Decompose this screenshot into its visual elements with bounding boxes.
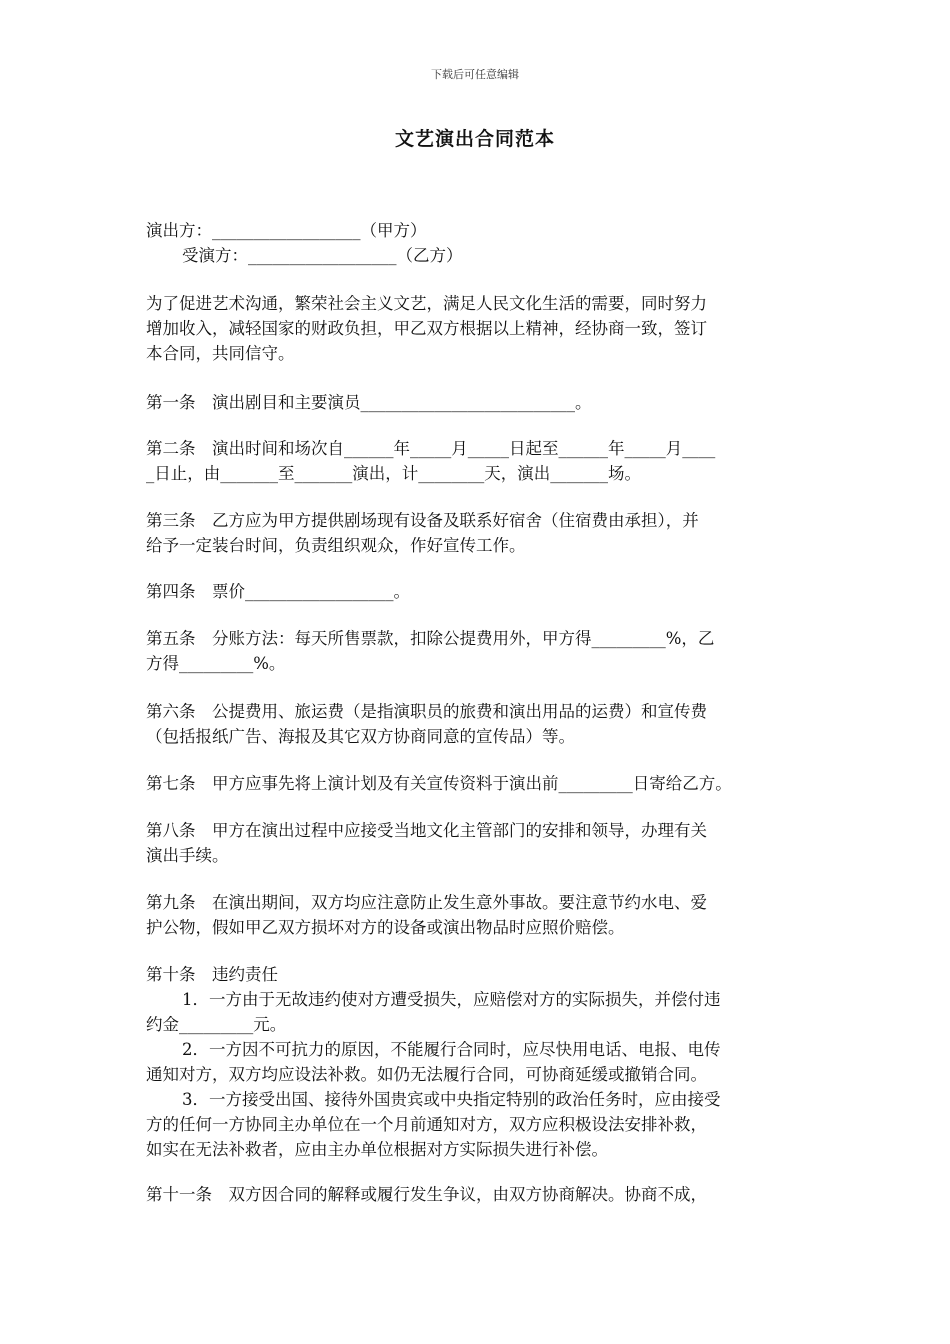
clause-line: 约金_________元。: [146, 1015, 287, 1034]
clause-line: 如实在无法补救者，应由主办单位根据对方实际损失进行补偿。: [146, 1140, 608, 1159]
text-line: 第九条 在演出期间，双方均应注意防止发生意外事故。要注意节约水电、爱: [146, 893, 707, 912]
article-8: [146, 818, 822, 868]
text-line: （包括报纸广告、海报及其它双方协商同意的宣传品）等。: [146, 727, 575, 746]
article-9: [146, 890, 822, 940]
text-line: 第八条 甲方在演出过程中应接受当地文化主管部门的安排和领导，办理有关: [146, 821, 707, 840]
preamble-paragraph: [146, 291, 822, 366]
page-title: 文艺演出合同范本: [394, 128, 555, 150]
text-line: 护公物，假如甲乙双方损坏对方的设备或演出物品时应照价赔偿。: [146, 918, 625, 937]
party-block: [146, 218, 822, 268]
article-4: [146, 579, 822, 604]
text-line: 第五条 分账方法：每天所售票款，扣除公提费用外，甲方得_________%，乙: [146, 629, 715, 648]
clause-line: 3．一方接受出国、接待外国贵宾或中央指定特别的政治任务时，应由接受: [182, 1090, 721, 1109]
text-line: 给予一定装台时间，负责组织观众，作好宣传工作。: [146, 536, 526, 555]
party-a-line: 演出方：__________________（甲方）: [146, 221, 427, 240]
article-11: [146, 1182, 822, 1207]
text-line: 第四条 票价__________________。: [146, 582, 410, 601]
text-line: 第三条 乙方应为甲方提供剧场现有设备及联系好宿舍（住宿费由承担），并: [146, 511, 699, 530]
text-line: 第六条 公提费用、旅运费（是指演职员的旅费和演出用品的运费）和宣传费: [146, 702, 707, 721]
text-line: _日止，由_______至_______演出，计________天，演出_______场。: [146, 464, 641, 483]
clause-line: 1．一方由于无故违约使对方遭受损失，应赔偿对方的实际损失，并偿付违: [182, 990, 721, 1009]
article-5: [146, 626, 822, 676]
clause-line: 2．一方因不可抗力的原因，不能履行合同时，应尽快用电话、电报、电传: [182, 1040, 721, 1059]
header-note: 下载后可任意编辑: [431, 68, 519, 81]
article-3: [146, 508, 822, 558]
text-line: 本合同，共同信守。: [146, 344, 295, 363]
text-line: 第十一条 双方因合同的解释或履行发生争议，由双方协商解决。协商不成，: [146, 1185, 707, 1204]
clause-line: 方的任何一方协同主办单位在一个月前通知对方，双方应积极设法安排补救，: [146, 1115, 707, 1134]
party-b-line: 受演方：__________________（乙方）: [182, 246, 463, 265]
article-10: [146, 962, 822, 1162]
text-line: 第二条 演出时间和场次自______年_____月_____日起至______年_____月____: [146, 439, 716, 458]
clause-line: 通知对方，双方均应设法补救。如仍无法履行合同，可协商延缓或撤销合同。: [146, 1065, 707, 1084]
text-line: 第一条 演出剧目和主要演员__________________________。: [146, 393, 592, 412]
text-line: 方得_________%。: [146, 654, 286, 673]
text-line: 演出手续。: [146, 846, 229, 865]
article-2: [146, 436, 822, 486]
text-line: 增加收入，减轻国家的财政负担，甲乙双方根据以上精神，经协商一致，签订: [146, 319, 707, 338]
article-6: [146, 699, 822, 749]
article-heading: 第十条 违约责任: [146, 965, 278, 984]
text-line: 第七条 甲方应事先将上演计划及有关宣传资料于演出前_________日寄给乙方。: [146, 774, 732, 793]
text-line: 为了促进艺术沟通，繁荣社会主义文艺，满足人民文化生活的需要，同时努力: [146, 294, 707, 313]
article-7: [146, 771, 822, 796]
article-1: [146, 390, 822, 415]
